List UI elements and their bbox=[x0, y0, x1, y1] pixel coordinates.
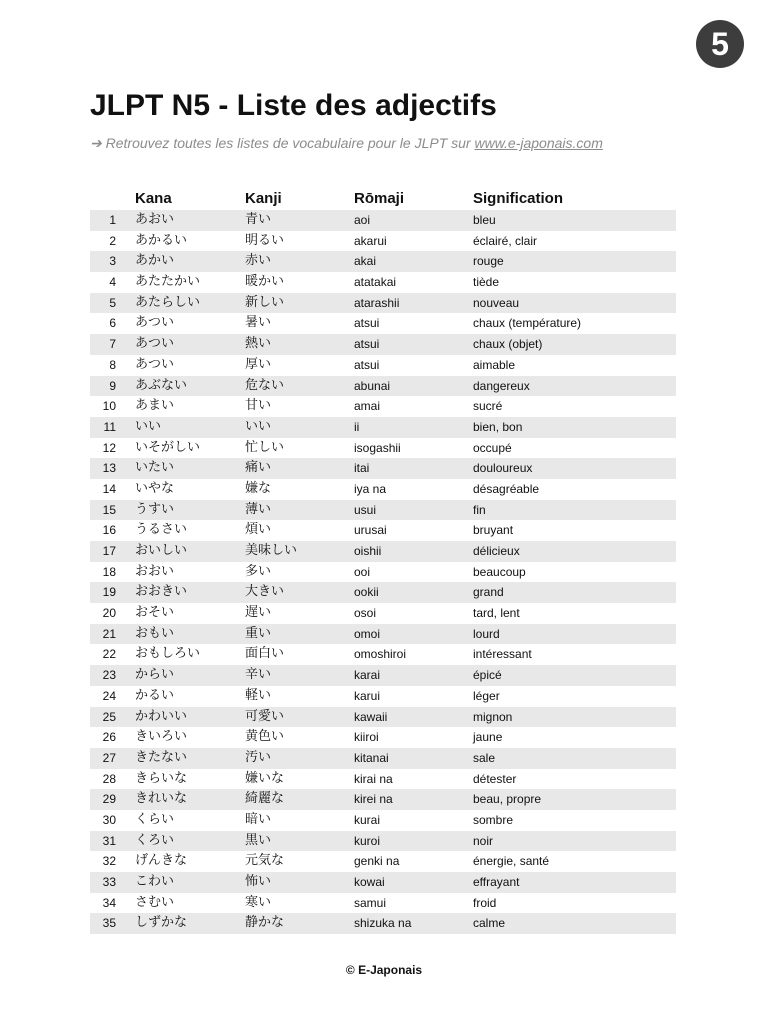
table-row bbox=[90, 313, 676, 334]
kana-cell: きたない bbox=[135, 749, 188, 765]
kanji-cell: 多い bbox=[245, 563, 272, 579]
row-number: 18 bbox=[102, 564, 116, 579]
row-number: 7 bbox=[109, 337, 116, 352]
table-row bbox=[90, 603, 676, 624]
romaji-cell: akai bbox=[354, 254, 377, 269]
row-number: 19 bbox=[102, 585, 116, 600]
row-number: 21 bbox=[102, 626, 116, 641]
table-row bbox=[90, 231, 676, 252]
subtitle-text: ➔ Retrouvez toutes les listes de vocabulaire pour le JLPT sur bbox=[90, 135, 475, 151]
romaji-cell: oishii bbox=[354, 544, 382, 558]
signification-cell: fin bbox=[473, 502, 486, 517]
table-row bbox=[90, 438, 676, 459]
kanji-cell: 暑い bbox=[245, 315, 272, 331]
signification-cell: tard, lent bbox=[473, 606, 520, 621]
row-number: 32 bbox=[102, 854, 116, 869]
page-title: JLPT N5 - Liste des adjectifs bbox=[90, 89, 497, 122]
signification-cell: bleu bbox=[473, 213, 496, 227]
table-row bbox=[90, 210, 676, 231]
row-number: 25 bbox=[102, 709, 116, 724]
romaji-cell: itai bbox=[354, 461, 370, 476]
romaji-cell: ii bbox=[354, 419, 360, 434]
kana-cell: いい bbox=[135, 418, 162, 434]
level-badge: 5 bbox=[696, 20, 744, 68]
kanji-cell: 嫌な bbox=[245, 480, 272, 496]
row-number: 24 bbox=[102, 688, 116, 703]
signification-cell: intéressant bbox=[473, 647, 532, 662]
kana-cell: かるい bbox=[135, 687, 175, 703]
kanji-cell: 軽い bbox=[245, 687, 272, 703]
row-number: 17 bbox=[102, 544, 116, 558]
kanji-cell: 汚い bbox=[245, 749, 272, 765]
romaji-cell: isogashii bbox=[354, 440, 401, 455]
kana-cell: あかい bbox=[135, 253, 175, 269]
table-row bbox=[90, 686, 676, 707]
romaji-cell: kurai bbox=[354, 812, 381, 827]
kana-cell: おおきい bbox=[135, 584, 188, 600]
footer-copyright: © E-Japonais bbox=[345, 963, 423, 977]
row-number: 20 bbox=[102, 606, 116, 621]
kanji-cell: 美味しい bbox=[245, 543, 298, 558]
table-row bbox=[90, 355, 676, 376]
kanji-cell: 黒い bbox=[245, 832, 272, 848]
row-number: 15 bbox=[102, 502, 116, 517]
signification-cell: dangereux bbox=[473, 378, 530, 393]
table-row bbox=[90, 831, 676, 852]
website-link[interactable]: www.e-japonais.com bbox=[474, 135, 603, 151]
kana-cell: あたらしい bbox=[135, 294, 201, 310]
romaji-cell: ookii bbox=[354, 585, 379, 600]
signification-cell: occupé bbox=[473, 440, 512, 455]
romaji-cell: amai bbox=[354, 399, 381, 414]
kanji-cell: 新しい bbox=[245, 294, 285, 310]
signification-cell: tiède bbox=[473, 275, 500, 290]
romaji-cell: aoi bbox=[354, 213, 371, 227]
kanji-cell: 黄色い bbox=[245, 729, 285, 745]
row-number: 30 bbox=[102, 812, 116, 827]
table-row bbox=[90, 251, 676, 272]
kana-cell: くらい bbox=[135, 811, 175, 827]
romaji-cell: osoi bbox=[354, 606, 377, 621]
kanji-cell: 厚い bbox=[245, 356, 272, 372]
romaji-cell: samui bbox=[354, 895, 387, 910]
kana-cell: うすい bbox=[135, 501, 175, 517]
kana-cell: こわい bbox=[135, 874, 175, 889]
signification-cell: sombre bbox=[473, 812, 514, 827]
signification-cell: bruyant bbox=[473, 523, 514, 538]
kanji-cell: 嫌いな bbox=[245, 770, 285, 786]
signification-cell: rouge bbox=[473, 254, 504, 269]
kanji-cell: 面白い bbox=[245, 646, 285, 662]
kanji-cell: 大きい bbox=[245, 584, 285, 600]
signification-cell: détester bbox=[473, 771, 517, 786]
romaji-cell: karui bbox=[354, 688, 381, 703]
table-row bbox=[90, 582, 676, 603]
row-number: 1 bbox=[109, 213, 116, 227]
kana-cell: おもい bbox=[135, 625, 175, 641]
romaji-cell: atatakai bbox=[354, 275, 397, 290]
kana-cell: おいしい bbox=[135, 543, 188, 558]
romaji-cell: kirei na bbox=[354, 792, 393, 807]
row-number: 14 bbox=[102, 481, 116, 496]
kanji-cell: 危ない bbox=[245, 377, 285, 393]
romaji-cell: kiiroi bbox=[354, 730, 379, 745]
row-number: 16 bbox=[102, 523, 116, 538]
signification-cell: nouveau bbox=[473, 295, 520, 310]
kanji-cell: 辛い bbox=[245, 667, 272, 683]
romaji-cell: genki na bbox=[354, 854, 400, 869]
romaji-cell: kirai na bbox=[354, 771, 393, 786]
signification-cell: noir bbox=[473, 833, 494, 848]
row-number: 31 bbox=[102, 833, 116, 848]
romaji-cell: omoshiroi bbox=[354, 647, 407, 662]
row-number: 35 bbox=[102, 916, 116, 931]
kanji-cell: 綺麗な bbox=[245, 791, 285, 807]
signification-cell: désagréable bbox=[473, 481, 540, 496]
signification-cell: bien, bon bbox=[473, 419, 523, 434]
row-number: 9 bbox=[109, 378, 116, 393]
kanji-cell: 甘い bbox=[245, 398, 272, 414]
kana-cell: あつい bbox=[135, 356, 175, 372]
kanji-cell: 重い bbox=[245, 625, 272, 641]
row-number: 10 bbox=[102, 399, 116, 414]
row-number: 29 bbox=[102, 792, 116, 807]
table-row bbox=[90, 376, 676, 397]
signification-cell: beaucoup bbox=[473, 564, 526, 579]
kanji-cell: いい bbox=[245, 418, 272, 434]
kana-cell: おもしろい bbox=[135, 646, 201, 662]
row-number: 28 bbox=[102, 771, 116, 786]
row-number: 22 bbox=[102, 647, 116, 662]
kanji-cell: 暗い bbox=[245, 811, 272, 827]
signification-cell: épicé bbox=[473, 668, 502, 683]
row-number: 2 bbox=[109, 233, 116, 248]
kana-cell: いそがしい bbox=[135, 439, 201, 455]
signification-cell: beau, propre bbox=[473, 792, 542, 807]
kana-cell: あまい bbox=[135, 398, 175, 414]
romaji-cell: shizuka na bbox=[354, 916, 412, 931]
row-number: 27 bbox=[102, 750, 116, 765]
romaji-cell: abunai bbox=[354, 378, 391, 393]
kana-cell: かわいい bbox=[135, 708, 188, 724]
kanji-cell: 青い bbox=[245, 212, 272, 227]
table-row bbox=[90, 893, 676, 914]
table-row bbox=[90, 479, 676, 500]
kanji-cell: 寒い bbox=[245, 894, 272, 910]
table-row bbox=[90, 396, 676, 417]
signification-cell: grand bbox=[473, 585, 504, 600]
kana-cell: あおい bbox=[135, 212, 175, 227]
table-row bbox=[90, 810, 676, 831]
romaji-cell: ooi bbox=[354, 564, 371, 579]
kana-cell: くろい bbox=[135, 832, 175, 848]
row-number: 13 bbox=[102, 461, 116, 476]
signification-cell: effrayant bbox=[473, 875, 520, 889]
kana-cell: げんきな bbox=[135, 853, 188, 869]
signification-cell: lourd bbox=[473, 626, 500, 641]
romaji-cell: atsui bbox=[354, 357, 380, 372]
table-row bbox=[90, 748, 676, 769]
kanji-cell: 赤い bbox=[245, 253, 272, 269]
table-body bbox=[90, 210, 676, 934]
romaji-cell: iya na bbox=[354, 481, 387, 496]
table-row bbox=[90, 334, 676, 355]
table-header-row bbox=[90, 188, 676, 210]
row-number: 8 bbox=[109, 357, 116, 372]
row-number: 6 bbox=[109, 316, 116, 331]
kana-cell: いやな bbox=[135, 480, 175, 496]
table-row bbox=[90, 624, 676, 645]
kanji-cell: 静かな bbox=[245, 915, 285, 931]
table-row bbox=[90, 851, 676, 872]
header-romaji: Rōmaji bbox=[354, 190, 405, 207]
kana-cell: おおい bbox=[135, 563, 175, 579]
table-row bbox=[90, 707, 676, 728]
kanji-cell: 可愛い bbox=[245, 708, 285, 724]
signification-cell: énergie, santé bbox=[473, 854, 550, 869]
signification-cell: calme bbox=[473, 916, 506, 931]
row-number: 23 bbox=[102, 668, 116, 683]
kana-cell: しずかな bbox=[135, 915, 188, 931]
kana-cell: きいろい bbox=[135, 729, 188, 745]
signification-cell: chaux (objet) bbox=[473, 337, 543, 352]
kana-cell: あぶない bbox=[135, 377, 188, 393]
kana-cell: うるさい bbox=[135, 522, 188, 538]
table-row bbox=[90, 272, 676, 293]
signification-cell: froid bbox=[473, 895, 497, 910]
table-row bbox=[90, 665, 676, 686]
table-row bbox=[90, 562, 676, 583]
signification-cell: sucré bbox=[473, 399, 503, 414]
kanji-cell: 忙しい bbox=[245, 439, 285, 455]
romaji-cell: akarui bbox=[354, 233, 387, 248]
kanji-cell: 暖かい bbox=[245, 274, 285, 290]
table-row bbox=[90, 541, 676, 562]
table-row bbox=[90, 293, 676, 314]
row-number: 26 bbox=[102, 730, 116, 745]
table-row bbox=[90, 417, 676, 438]
kana-cell: あつい bbox=[135, 315, 175, 331]
romaji-cell: atarashii bbox=[354, 295, 400, 310]
romaji-cell: urusai bbox=[354, 523, 387, 538]
romaji-cell: omoi bbox=[354, 626, 381, 641]
row-number: 11 bbox=[103, 419, 116, 434]
header-kanji: Kanji bbox=[245, 190, 282, 207]
kanji-cell: 薄い bbox=[245, 501, 272, 517]
table-row bbox=[90, 913, 676, 934]
kanji-cell: 煩い bbox=[245, 522, 272, 538]
kana-cell: からい bbox=[135, 667, 175, 683]
romaji-cell: kuroi bbox=[354, 833, 381, 848]
kana-cell: さむい bbox=[135, 894, 175, 910]
kana-cell: きれいな bbox=[135, 791, 188, 807]
kana-cell: きらいな bbox=[135, 770, 188, 786]
kana-cell: あたたかい bbox=[135, 274, 201, 290]
subtitle bbox=[90, 134, 603, 152]
table-row bbox=[90, 769, 676, 790]
signification-cell: éclairé, clair bbox=[473, 233, 538, 248]
kanji-cell: 明るい bbox=[245, 232, 285, 248]
vocabulary-table bbox=[90, 188, 676, 934]
signification-cell: douloureux bbox=[473, 461, 533, 476]
signification-cell: chaux (température) bbox=[473, 316, 582, 331]
header-signification: Signification bbox=[473, 190, 563, 207]
kana-cell: いたい bbox=[135, 460, 175, 476]
row-number: 5 bbox=[109, 295, 116, 310]
romaji-cell: usui bbox=[354, 502, 377, 517]
signification-cell: aimable bbox=[473, 357, 516, 372]
kanji-cell: 痛い bbox=[245, 460, 272, 476]
romaji-cell: karai bbox=[354, 668, 381, 683]
table-row bbox=[90, 872, 676, 893]
romaji-cell: atsui bbox=[354, 316, 380, 331]
table-row bbox=[90, 520, 676, 541]
table-row bbox=[90, 458, 676, 479]
romaji-cell: kowai bbox=[354, 875, 385, 889]
kana-cell: あつい bbox=[135, 336, 175, 352]
signification-cell: mignon bbox=[473, 709, 513, 724]
signification-cell: délicieux bbox=[473, 544, 520, 558]
romaji-cell: kitanai bbox=[354, 750, 389, 765]
row-number: 33 bbox=[102, 875, 116, 889]
kanji-cell: 遅い bbox=[245, 605, 272, 621]
signification-cell: jaune bbox=[473, 730, 503, 745]
kanji-cell: 元気な bbox=[245, 853, 285, 869]
table-row bbox=[90, 500, 676, 521]
romaji-cell: kawaii bbox=[354, 709, 388, 724]
signification-cell: sale bbox=[473, 750, 496, 765]
kanji-cell: 怖い bbox=[245, 874, 272, 889]
row-number: 4 bbox=[109, 275, 116, 290]
table-row bbox=[90, 727, 676, 748]
signification-cell: léger bbox=[473, 688, 500, 703]
kana-cell: おそい bbox=[135, 605, 175, 621]
row-number: 34 bbox=[102, 895, 116, 910]
romaji-cell: atsui bbox=[354, 337, 380, 352]
table-row bbox=[90, 789, 676, 810]
kanji-cell: 熱い bbox=[245, 336, 272, 352]
row-number: 12 bbox=[102, 440, 116, 455]
row-number: 3 bbox=[109, 254, 116, 269]
table-row bbox=[90, 644, 676, 665]
header-kana: Kana bbox=[135, 190, 172, 207]
kana-cell: あかるい bbox=[135, 232, 188, 248]
